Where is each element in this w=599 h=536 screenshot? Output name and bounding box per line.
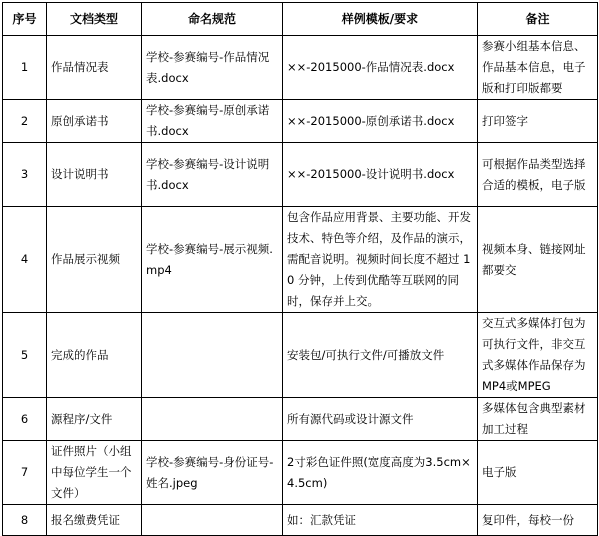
doc-type-cell: 原创承诺书 — [47, 100, 142, 143]
naming-cell: 学校-参赛编号-作品情况表.docx — [142, 36, 283, 100]
table-row — [3, 398, 598, 441]
table-row — [3, 36, 598, 100]
table-row — [3, 143, 598, 207]
note-cell: 交互式多媒体打包为可执行文件，非交互式多媒体作品保存为MP4或MPEG — [478, 313, 598, 398]
doc-type-cell: 作品情况表 — [47, 36, 142, 100]
note-cell: 参赛小组基本信息、作品基本信息，电子版和打印版都要 — [478, 36, 598, 100]
template-cell: ××-2015000-作品情况表.docx — [283, 36, 478, 100]
row-number: 7 — [3, 441, 47, 505]
template-cell: 2寸彩色证件照(宽度高度为3.5cm×4.5cm) — [283, 441, 478, 505]
note-cell: 多媒体包含典型素材加工过程 — [478, 398, 598, 441]
row-number: 6 — [3, 398, 47, 441]
table-row — [3, 313, 598, 398]
note-cell: 复印件，每校一份 — [478, 505, 598, 536]
doc-type-cell: 证件照片（小组中每位学生一个文件） — [47, 441, 142, 505]
doc-type-cell: 报名缴费凭证 — [47, 505, 142, 536]
template-cell: ××-2015000-设计说明书.docx — [283, 143, 478, 207]
naming-cell — [142, 313, 283, 398]
table-row — [3, 441, 598, 505]
note-cell: 电子版 — [478, 441, 598, 505]
doc-type-cell: 设计说明书 — [47, 143, 142, 207]
row-number: 1 — [3, 36, 47, 100]
header-cell-number: 序号 — [3, 3, 47, 36]
template-cell: 包含作品应用背景、主要功能、开发技术、特色等介绍，及作品的演示，需配音说明。视频时间长度不超过 10 分钟，上传到优酷等互联网的同时，保存并上交。 — [283, 207, 478, 313]
doc-type-cell: 作品展示视频 — [47, 207, 142, 313]
table-row — [3, 505, 598, 536]
header-cell-note: 备注 — [478, 3, 598, 36]
naming-cell: 学校-参赛编号-身份证号-姓名.jpeg — [142, 441, 283, 505]
header-row — [3, 3, 598, 36]
document-table — [2, 2, 598, 536]
header-cell-naming: 命名规范 — [142, 3, 283, 36]
naming-cell: 学校-参赛编号-展示视频.mp4 — [142, 207, 283, 313]
naming-cell: 学校-参赛编号-设计说明书.docx — [142, 143, 283, 207]
doc-type-cell: 完成的作品 — [47, 313, 142, 398]
naming-cell — [142, 505, 283, 536]
note-cell: 打印签字 — [478, 100, 598, 143]
row-number: 5 — [3, 313, 47, 398]
table-row — [3, 100, 598, 143]
note-cell: 可根据作品类型选择合适的模板，电子版 — [478, 143, 598, 207]
naming-cell: 学校-参赛编号-原创承诺书.docx — [142, 100, 283, 143]
row-number: 2 — [3, 100, 47, 143]
row-number: 4 — [3, 207, 47, 313]
note-cell: 视频本身、链接网址都要交 — [478, 207, 598, 313]
header-cell-template: 样例模板/要求 — [283, 3, 478, 36]
template-cell: 如：汇款凭证 — [283, 505, 478, 536]
row-number: 8 — [3, 505, 47, 536]
naming-cell — [142, 398, 283, 441]
row-number: 3 — [3, 143, 47, 207]
header-cell-doc-type: 文档类型 — [47, 3, 142, 36]
template-cell: 所有源代码或设计源文件 — [283, 398, 478, 441]
table-row — [3, 207, 598, 313]
doc-type-cell: 源程序/文件 — [47, 398, 142, 441]
template-cell: 安装包/可执行文件/可播放文件 — [283, 313, 478, 398]
template-cell: ××-2015000-原创承诺书.docx — [283, 100, 478, 143]
